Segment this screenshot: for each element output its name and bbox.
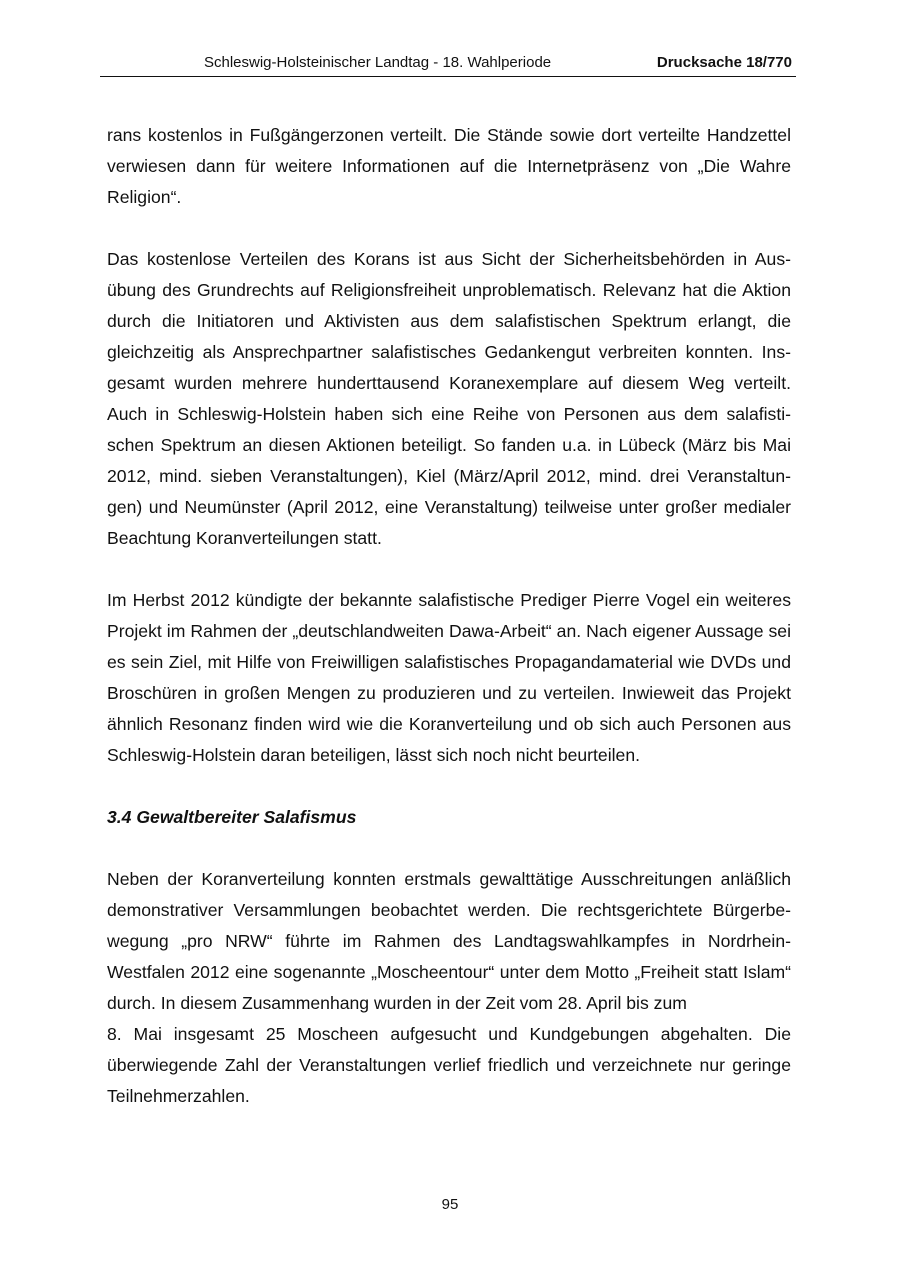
header-title: Schleswig-Holsteinischer Landtag - 18. Wahlperiode [204,54,552,71]
paragraph-4b: 8. Mai insgesamt 25 Moscheen aufgesucht und Kundgebungen abgehalten. Die überwiegende Zahl der Veranstaltungen verlief friedlich und verzeichnete nur geringe Teilnehmerzahlen. [107,1024,791,1106]
page-number: 95 [441,1196,459,1213]
document-number: Drucksache 18/770 [656,54,792,71]
paragraph-1: rans kostenlos in Fußgängerzonen verteilt. Die Stände sowie dort verteilte Handzettel verwiesen dann für weitere Informationen auf die Internetpräsenz von „Die Wahre Religion“. [107,125,791,207]
section-heading: 3.4 Gewaltbereiter Salafismus [107,807,357,827]
page-body [107,120,791,1112]
paragraph-3: Im Herbst 2012 kündigte der bekannte salafistische Prediger Pierre Vogel ein weiteres Projekt im Rahmen der „deutschlandweiten Dawa-Arbeit“ an. Nach eigener Aussage sei es sein Ziel, mit Hilfe von Freiwilligen salafistisches Propagandamaterial wie DVDs und Broschüren in großen Mengen zu produzieren und zu verteilen. Inwieweit das Projekt ähnlich Resonanz finden wird wie die Koranverteilung und ob sich auch Personen aus Schleswig-Holstein daran beteiligen, lässt sich noch nicht beurteilen. [107,590,791,765]
paragraph-4a: Neben der Koranverteilung konnten erstmals gewalttätige Ausschreitungen anläßlich demonstrativer Versammlungen beobachtet werden. Die rechtsgerichtete Bürgerbewegung „pro NRW“ führte im Rahmen des Landtagswahlkampfes in Nordrhein-Westfalen 2012 eine sogenannte „Moscheentour“ unter dem Motto „Freiheit statt Islam“ durch. In diesem Zusammenhang wurden in der Zeit vom 28. April bis zum [107,869,791,1013]
page-header [100,52,796,76]
header-divider [100,76,796,77]
paragraph-2: Das kostenlose Verteilen des Korans ist aus Sicht der Sicherheitsbehörden in Ausübung des Grundrechts auf Religionsfreiheit unproblematisch. Relevanz hat die Aktion durch die Initiatoren und Aktivisten aus dem salafistischen Spektrum erlangt, die gleichzeitig als Ansprechpartner salafistisches Gedankengut verbreiten konnten. Insgesamt wurden mehrere hunderttausend Koranexemplare auf diesem Weg verteilt. Auch in Schleswig-Holstein haben sich eine Reihe von Personen aus dem salafistischen Spektrum an diesen Aktionen beteiligt. So fanden u.a. in Lübeck (März bis Mai 2012, mind. sieben Veranstaltungen), Kiel (März/April 2012, mind. drei Veranstaltungen) und Neumünster (April 2012, eine Veranstaltung) teilweise unter großer medialer Beachtung Koranverteilungen statt. [107,249,791,548]
